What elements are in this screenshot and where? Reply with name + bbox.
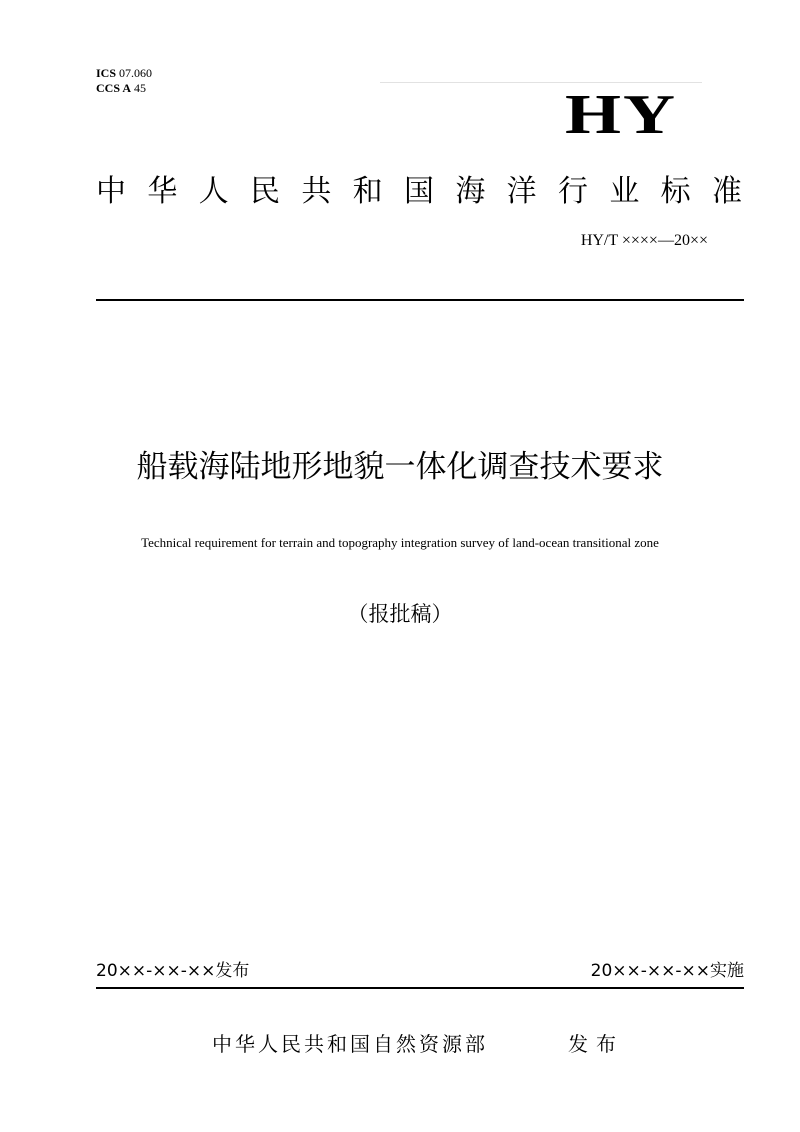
hy-logo: HY <box>565 82 677 146</box>
ccs-label: CCS A <box>96 81 132 95</box>
issuing-authority: 中华人民共和国自然资源部 <box>212 1032 488 1056</box>
implement-date: 20××-××-××实施 <box>590 961 744 981</box>
ccs-line <box>96 81 152 96</box>
document-title-en: Technical requirement for terrain and topography integration survey of land-ocean transitional zone <box>141 535 659 550</box>
publish-date: 20××-××-××发布 <box>96 961 250 981</box>
issued-label: 发布 <box>568 1032 624 1056</box>
ccs-code: 45 <box>134 81 147 95</box>
draft-status: （报批稿） <box>347 602 453 626</box>
standard-number: HY/T ××××—20×× <box>580 232 708 249</box>
ics-code: 07.060 <box>119 66 153 80</box>
document-title-cn: 船载海陆地形地貌一体化调查技术要求 <box>136 449 664 485</box>
footer-rule <box>96 987 744 989</box>
standard-category-title: 中华人民共和国海洋行业标准 <box>96 174 744 209</box>
ics-label: ICS <box>96 66 117 80</box>
header-rule <box>96 299 744 301</box>
classification-codes <box>96 66 152 96</box>
ics-line <box>96 66 152 81</box>
